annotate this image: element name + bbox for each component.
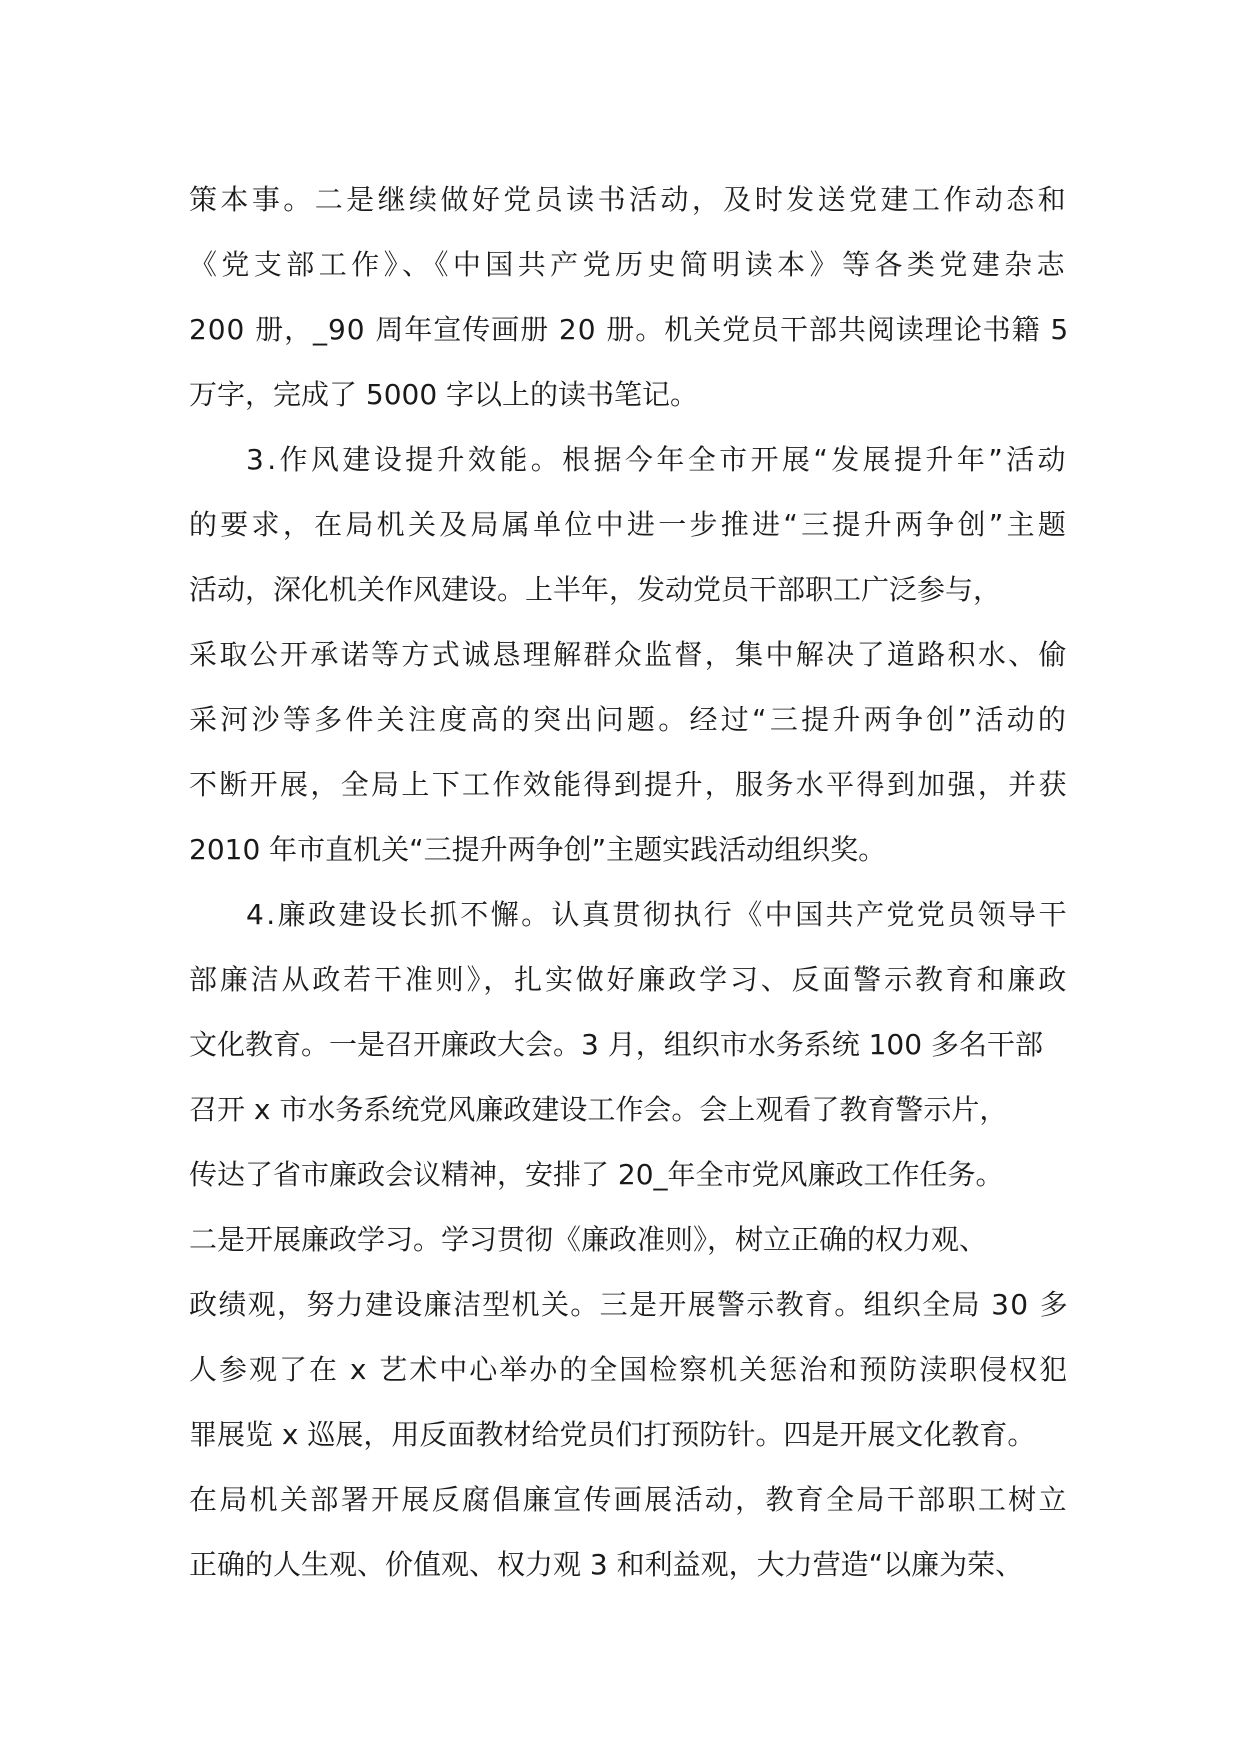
text-line: 正确的人生观、价值观、权力观 3 和利益观，大力营造“以廉为荣、 xyxy=(189,1548,1024,1581)
text-line: 的要求，在局机关及局属单位中进一步推进“三提升两争创”主题 xyxy=(189,508,1070,541)
text-line: 采河沙等多件关注度高的突出问题。经过“三提升两争创”活动的 xyxy=(189,703,1070,736)
text-line: 200 册，_90 周年宣传画册 20 册。机关党员干部共阅读理论书籍 5 xyxy=(189,313,1070,346)
text-line: 罪展览 x 巡展，用反面教材给党员们打预防针。四是开展文化教育。 xyxy=(189,1418,1036,1451)
text-line: 召开 x 市水务系统党风廉政建设工作会。会上观看了教育警示片， xyxy=(189,1093,1008,1126)
text-line: 2010 年市直机关“三提升两争创”主题实践活动组织奖。 xyxy=(189,833,887,866)
text-line: 策本事。二是继续做好党员读书活动，及时发送党建工作动态和 xyxy=(189,183,1070,216)
text-line: 万字，完成了 5000 字以上的读书笔记。 xyxy=(189,378,699,411)
text-line: 《党支部工作》、《中国共产党历史简明读本》等各类党建杂志 xyxy=(189,248,1070,281)
text-line: 政绩观，努力建设廉洁型机关。三是开展警示教育。组织全局 30 多 xyxy=(189,1288,1069,1321)
text-line: 在局机关部署开展反腐倡廉宣传画展活动，教育全局干部职工树立 xyxy=(189,1483,1069,1516)
text-line: 活动，深化机关作风建设。上半年，发动党员干部职工广泛参与， xyxy=(189,573,1002,606)
text-line: 3.作风建设提升效能。根据今年全市开展“发展提升年”活动 xyxy=(246,443,1069,476)
text-line: 不断开展，全局上下工作效能得到提升，服务水平得到加强，并获 xyxy=(189,768,1069,801)
text-line: 传达了省市廉政会议精神，安排了 20_年全市党风廉政工作任务。 xyxy=(189,1158,1004,1191)
text-line: 采取公开承诺等方式诚恳理解群众监督，集中解决了道路积水、偷 xyxy=(189,638,1069,671)
body-text xyxy=(189,167,1069,1597)
text-line: 人参观了在 x 艺术中心举办的全国检察机关惩治和预防渎职侵权犯 xyxy=(189,1353,1070,1386)
text-line: 4.廉政建设长抓不懈。认真贯彻执行《中国共产党党员领导干 xyxy=(246,898,1070,931)
text-line: 二是开展廉政学习。学习贯彻《廉政准则》，树立正确的权力观、 xyxy=(189,1223,988,1256)
text-line: 文化教育。一是召开廉政大会。3 月，组织市水务系统 100 多名干部 xyxy=(189,1028,1043,1061)
text-line: 部廉洁从政若干准则》，扎实做好廉政学习、反面警示教育和廉政 xyxy=(189,963,1070,996)
